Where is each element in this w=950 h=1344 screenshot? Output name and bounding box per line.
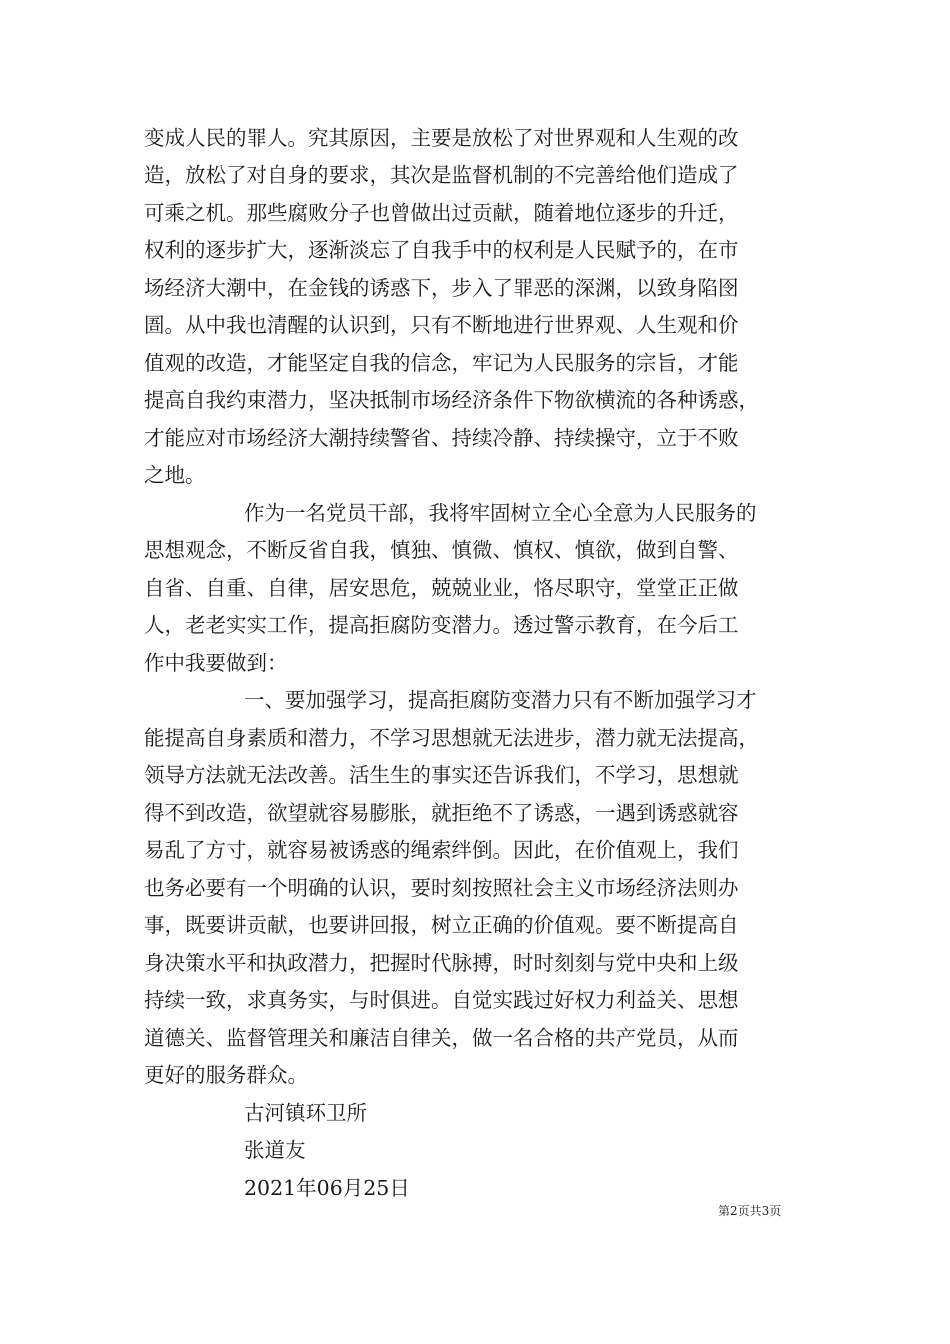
body-text-line: 身决策水平和执政潜力，把握时代脉搏，时时刻刻与党中央和上级 xyxy=(144,951,739,975)
body-text-line: 更好的服务群众。 xyxy=(144,1063,308,1087)
paragraph-start-line: 一、要加强学习，提高拒腐防变潜力只有不断加强学习才 xyxy=(244,688,757,712)
body-text-line: 自省、自重、自律，居安思危，兢兢业业，恪尽职守，堂堂正正做 xyxy=(144,576,739,600)
body-text-line: 造，放松了对自身的要求，其次是监督机制的不完善给他们造成了 xyxy=(144,163,739,187)
body-text-line: 作中我要做到： xyxy=(144,651,288,675)
body-text-line: 提高自我约束潜力，坚决抵制市场经济条件下物欲横流的各种诱惑， xyxy=(144,388,759,412)
signature-organization: 古河镇环卫所 xyxy=(244,1101,367,1125)
body-text-line: 变成人民的罪人。究其原因，主要是放松了对世界观和人生观的改 xyxy=(144,126,739,150)
body-text-line: 领导方法就无法改善。活生生的事实还告诉我们，不学习，思想就 xyxy=(144,763,739,787)
signature-date: 2021年06月25日 xyxy=(244,1176,410,1200)
body-text-line: 易乱了方寸，就容易被诱惑的绳索绊倒。因此，在价值观上，我们 xyxy=(144,838,739,862)
body-text-line: 人，老老实实工作，提高拒腐防变潜力。透过警示教育，在今后工 xyxy=(144,613,739,637)
body-text-line: 场经济大潮中，在金钱的诱惑下，步入了罪恶的深渊，以致身陷囹 xyxy=(144,276,739,300)
body-text-line: 权利的逐步扩大，逐渐淡忘了自我手中的权利是人民赋予的，在市 xyxy=(144,238,739,262)
body-text-line: 也务必要有一个明确的认识，要时刻按照社会主义市场经济法则办 xyxy=(144,876,739,900)
body-text-line: 事，既要讲贡献，也要讲回报，树立正确的价值观。要不断提高自 xyxy=(144,913,739,937)
body-text-line: 持续一致，求真务实，与时俱进。自觉实践过好权力利益关、思想 xyxy=(144,988,739,1012)
body-text-line: 思想观念，不断反省自我，慎独、慎微、慎权、慎欲，做到自警、 xyxy=(144,538,739,562)
body-text-line: 可乘之机。那些腐败分子也曾做出过贡献，随着地位逐步的升迁， xyxy=(144,201,739,225)
body-text-line: 道德关、监督管理关和廉洁自律关，做一名合格的共产党员，从而 xyxy=(144,1026,739,1050)
body-text-line: 值观的改造，才能坚定自我的信念，牢记为人民服务的宗旨，才能 xyxy=(144,351,739,375)
body-text-line: 能提高自身素质和潜力，不学习思想就无法进步，潜力就无法提高， xyxy=(144,726,759,750)
paragraph-start-line: 作为一名党员干部，我将牢固树立全心全意为人民服务的 xyxy=(244,501,757,525)
body-text-line: 得不到改造，欲望就容易膨胀，就拒绝不了诱惑，一遇到诱惑就容 xyxy=(144,801,739,825)
body-text-line: 圄。从中我也清醒的认识到，只有不断地进行世界观、人生观和价 xyxy=(144,313,739,337)
page-number-footer: 第2页共3页 xyxy=(718,1204,782,1218)
signature-name: 张道友 xyxy=(244,1138,306,1162)
body-text-line: 才能应对市场经济大潮持续警省、持续冷静、持续操守，立于不败 xyxy=(144,426,739,450)
body-text-line: 之地。 xyxy=(144,463,206,487)
